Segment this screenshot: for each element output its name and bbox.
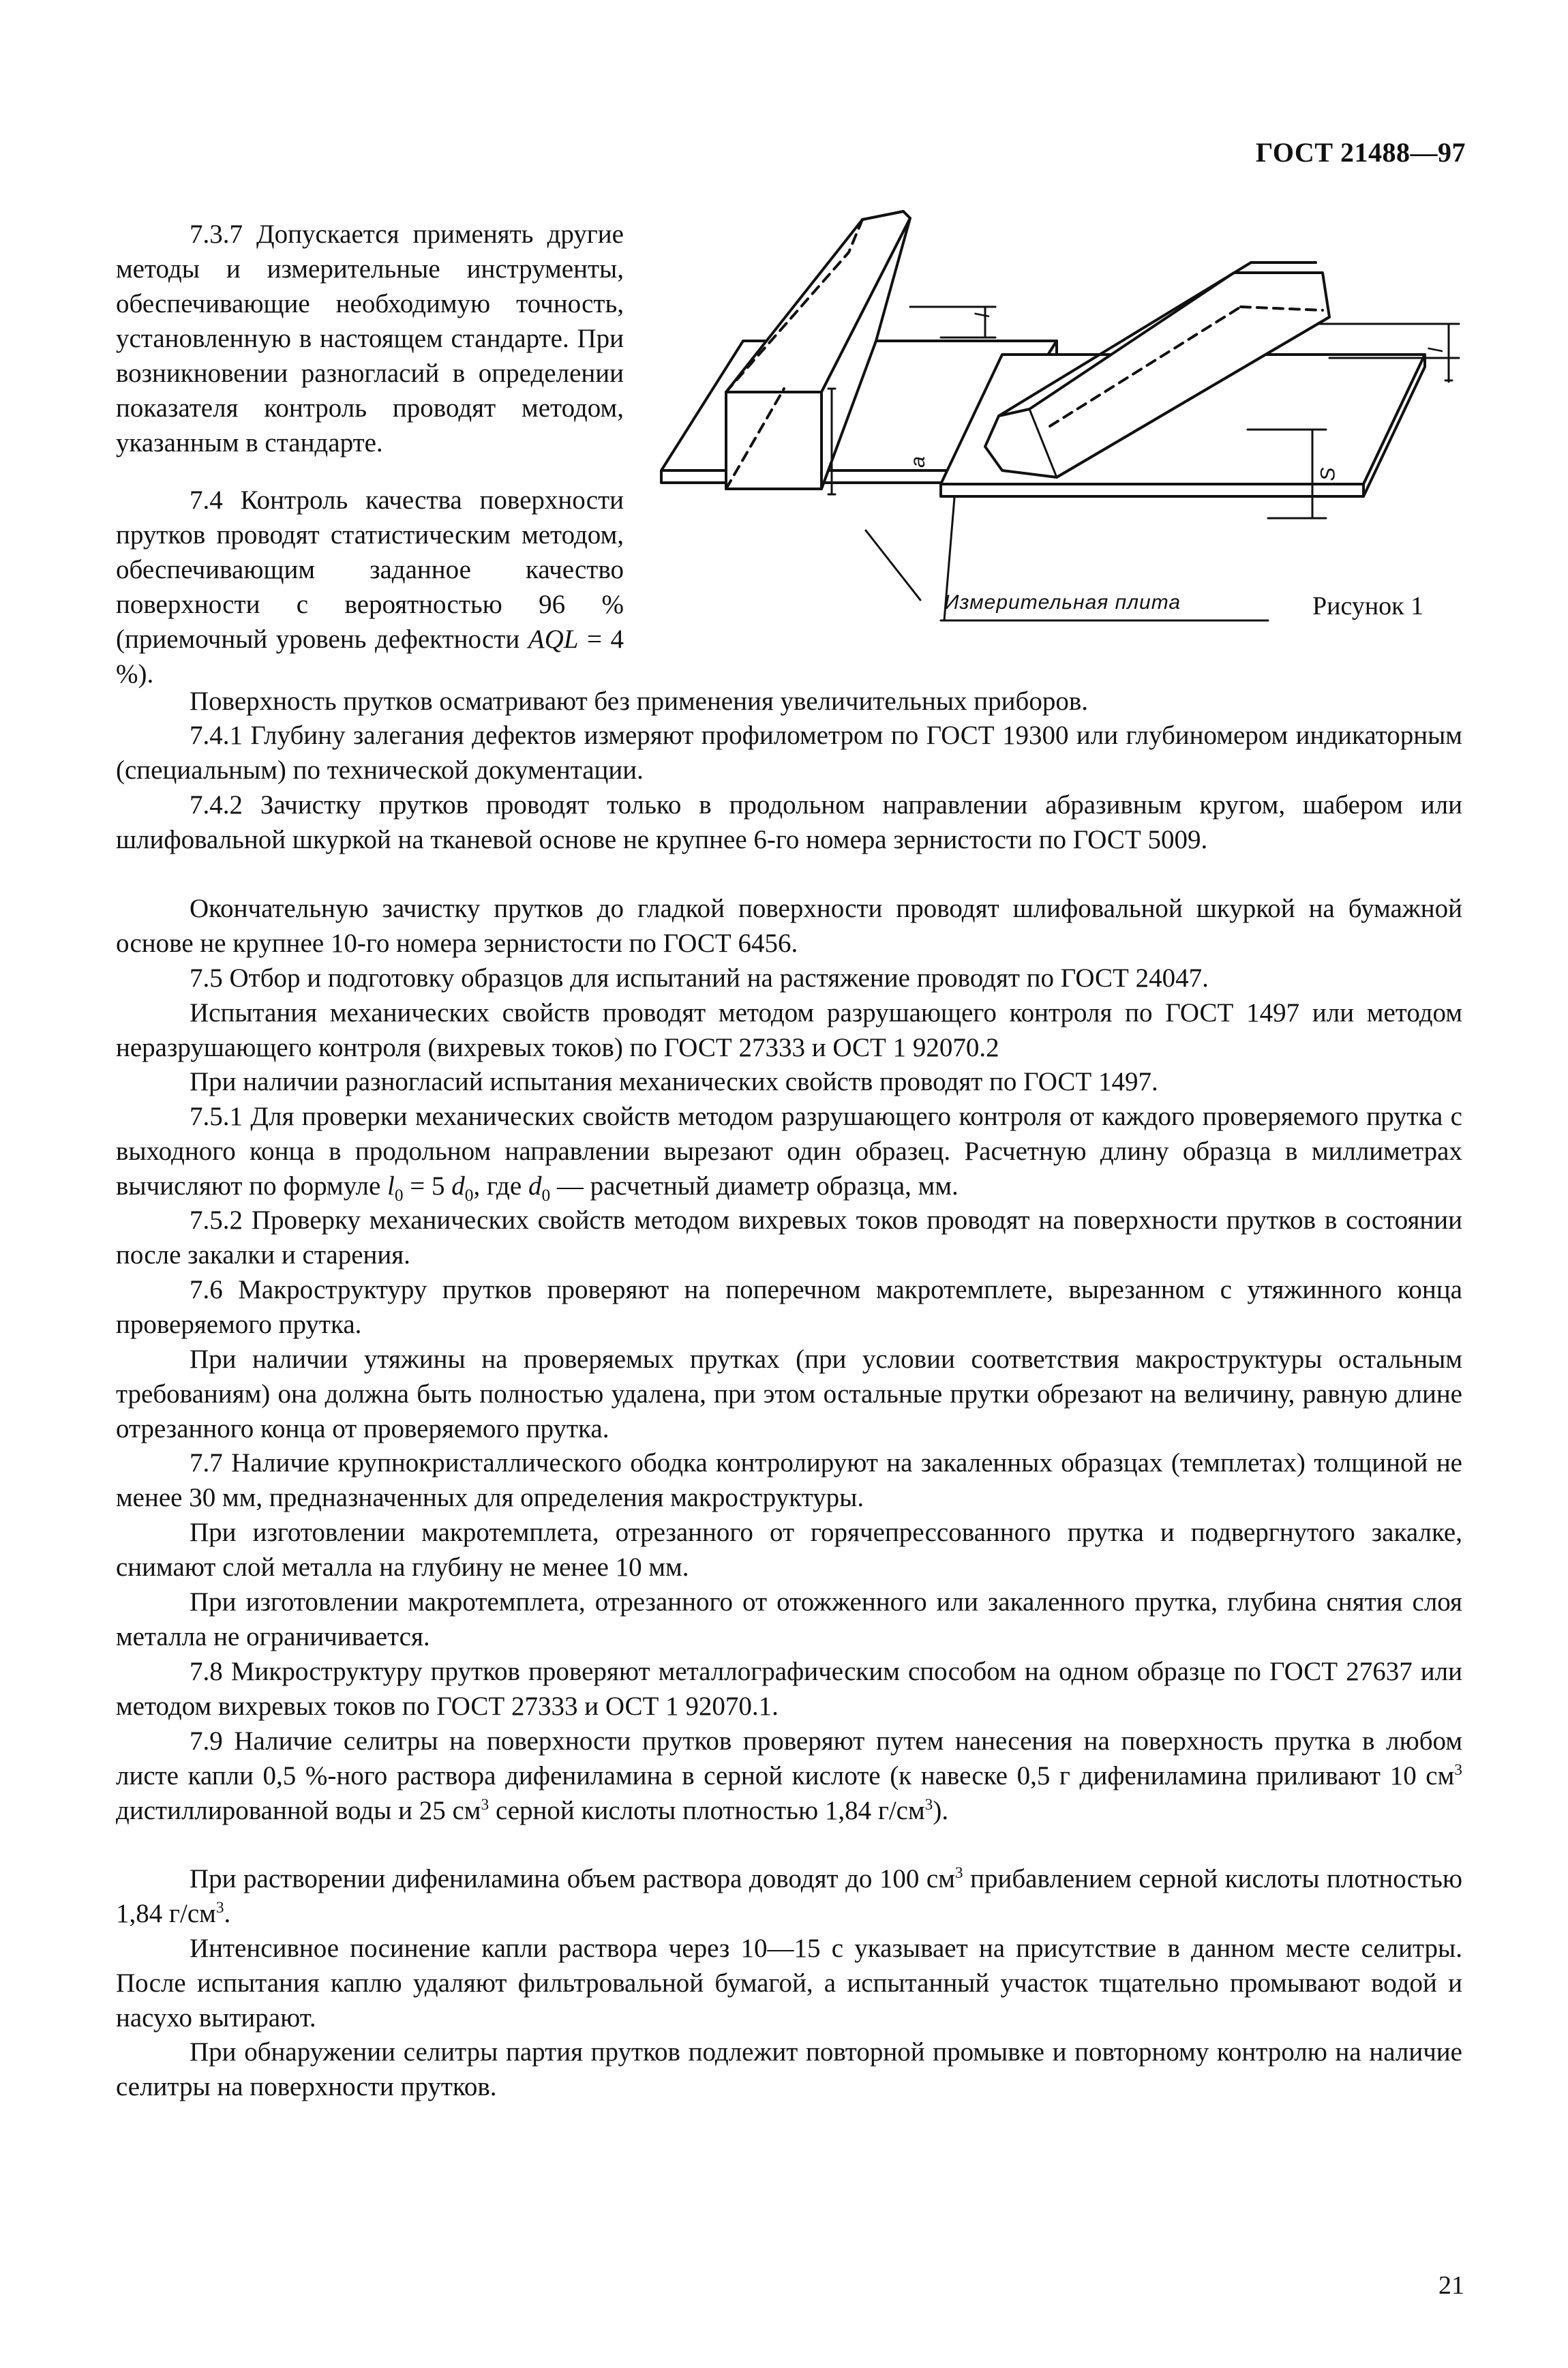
superscript-cm3-2: 3: [481, 1796, 489, 1814]
paragraph-7-4-text: 7.4 Контроль качества поверхности прутков проводят статистическим методом, обеспечивающим заданное качество поверхности с вероятностью 96 % (приемочный уровень дефектности: [116, 485, 624, 654]
paragraph-utyazhina: При наличии утяжины на проверяемых прутках (при условии соответствия макроструктуры остальным требованиям) она должна быть полностью удалена, при этом остальные прутки обрезают на величину, равную длине отрезанного конца от проверяемого прутка.: [116, 1345, 1462, 1443]
figure-1-drawing: [641, 205, 1479, 641]
paragraph-hot-pressed: При изготовлении макротемплета, отрезанного от горячепрессованного прутка и подвергнутого закалке, снимают слой металла на глубину не менее 10 мм.: [116, 1518, 1462, 1582]
formula-l: l: [387, 1171, 395, 1201]
figure-caption: Рисунок 1: [1312, 592, 1424, 620]
paragraph-7-8: 7.8 Микроструктуру прутков проверяют металлографическим способом на одном образце по ГОСТ 27637 или методом вихревых токов по ГОСТ 27333 и ОСТ 1 92070.1.: [116, 1657, 1462, 1721]
formula-d-definition-subscript: 0: [541, 1185, 551, 1205]
paragraph-mech-tests: Испытания механических свойств проводят методом разрушающего контроля по ГОСТ 1497 или методом неразрушающего контроля (вихревых токов) по ГОСТ 27333 и ОСТ 1 92070.2: [116, 998, 1462, 1062]
paragraph-7-5-2: 7.5.2 Проверку механических свойств методом вихревых токов проводят на поверхности прутков в состоянии после закалки и старения.: [116, 1205, 1462, 1270]
paragraph-7-4-tail: = 4 %).: [116, 625, 624, 689]
superscript-cm3-5: 3: [215, 1899, 224, 1917]
paragraph-7-9-text-d: ).: [933, 1796, 949, 1825]
paragraph-7-5-1-tail: — расчетный диаметр образца, мм.: [550, 1171, 959, 1201]
paragraph-7-4-2: 7.4.2 Зачистку прутков проводят только в продольном направлении абразивным кругом, шабером или шлифовальной шкуркой на тканевой основе не крупнее 6-го номера зернистости по ГОСТ 5009.: [116, 790, 1462, 854]
paragraph-7-7: 7.7 Наличие крупнокристаллического ободка контролируют на закаленных образцах (темплетах) толщиной не менее 30 мм, предназначенных для определения макроструктуры.: [116, 1448, 1462, 1512]
plate-label: Измерительная плита: [944, 591, 1181, 614]
paragraph-blueing: Интенсивное посинение капли раствора через 10—15 с указывает на присутствие в данном месте селитры. После испытания каплю удаляют фильтровальной бумагой, а испытанный участок тщательно промывают водой и насухо вытирают.: [116, 1934, 1462, 2033]
paragraph-7-6: 7.6 Макроструктуру прутков проверяют на поперечном макротемплете, вырезанном с утяжинного конца проверяемого прутка.: [116, 1275, 1462, 1339]
superscript-cm3-3: 3: [924, 1796, 933, 1814]
paragraph-7-4-1: 7.4.1 Глубину залегания дефектов измеряют профилометром по ГОСТ 19300 или глубиномером индикаторным (специальным) по технической документации.: [116, 721, 1462, 785]
paragraph-7-9-text-c: серной кислоты плотностью 1,84 г/см: [489, 1796, 925, 1825]
paragraph-7-9: [116, 1724, 1462, 1828]
formula-l-subscript: 0: [394, 1185, 404, 1205]
dimension-l-left-label: l: [971, 312, 994, 318]
paragraph-7-5-1-text: 7.5.1 Для проверки механических свойств методом разрушающего контроля от каждого проверяемого прутка с выходного конца в продольном направлении вырезают один образец. Расчетную длину образца в миллиметрах вычисляют по формуле: [116, 1102, 1462, 1201]
dimension-l-right-label: l: [1424, 347, 1447, 353]
figure-1: [641, 205, 1479, 641]
superscript-cm3-1: 3: [1454, 1761, 1462, 1779]
page-number: 21: [1438, 2271, 1464, 2300]
paragraph-dissolving-text: При растворении дифениламина объем раствора доводят до 100 см: [190, 1864, 955, 1893]
paragraph-final-cleaning: Окончательную зачистку прутков до гладкой поверхности проводят шлифовальной шкуркой на бумажной основе не крупнее 10-го номера зернистости по ГОСТ 6456.: [116, 894, 1462, 958]
formula-d-subscript: 0: [464, 1185, 474, 1205]
paragraph-7-4: [116, 483, 624, 691]
paragraph-7-9-text-b: дистиллированной воды и 25 см: [116, 1796, 481, 1825]
superscript-cm3-4: 3: [954, 1864, 963, 1882]
paragraph-7-5: 7.5 Отбор и подготовку образцов для испытаний на растяжение проводят по ГОСТ 24047.: [190, 963, 1209, 993]
formula-d: d: [451, 1171, 465, 1201]
dimension-a-label: a: [906, 455, 929, 468]
paragraph-7-9-text: 7.9 Наличие селитры на поверхности прутков проверяют путем нанесения на поверхность прутка в любом листе капли 0,5 %-ного раствора дифениламина в серной кислоте (к навеске 0,5 г дифениламина приливают 10 см: [116, 1726, 1462, 1790]
paragraph-annealed: При изготовлении макротемплета, отрезанного от отожженного или закаленного прутка, глубина снятия слоя металла не ограничивается.: [116, 1587, 1462, 1651]
paragraph-7-3-7: 7.3.7 Допускается применять другие методы и измерительные инструменты, обеспечивающие необходимую точность, установленную в настоящем стандарте. При возникновении разногласий в определении показателя контроль проводят методом, указанным в стандарте.: [116, 220, 624, 458]
dimension-s-label: S: [1316, 466, 1340, 481]
paragraph-surface: Поверхность прутков осматривают без применения увеличительных приборов.: [190, 687, 1089, 716]
paragraph-dissolving-text-c: .: [224, 1899, 231, 1928]
formula-where: , где: [473, 1171, 528, 1201]
formula-d-definition: d: [528, 1171, 542, 1201]
paragraph-7-5-1: [116, 1099, 1462, 1203]
paragraph-dissolving-text-b: прибавлением серной кислоты плотностью 1,84 г/см: [116, 1864, 1462, 1928]
aql-term: AQL: [528, 625, 579, 654]
paragraph-detection: При обнаружении селитры партия прутков подлежит повторной промывке и повторному контролю на наличие селитры на поверхности прутков.: [116, 2037, 1462, 2101]
paragraph-dissolving: [116, 1861, 1462, 1931]
document-code-header: ГОСТ 21488—97: [1255, 137, 1466, 168]
formula-equals: = 5: [403, 1171, 452, 1201]
paragraph-disagreement: При наличии разногласий испытания механических свойств проводят по ГОСТ 1497.: [190, 1067, 1158, 1096]
